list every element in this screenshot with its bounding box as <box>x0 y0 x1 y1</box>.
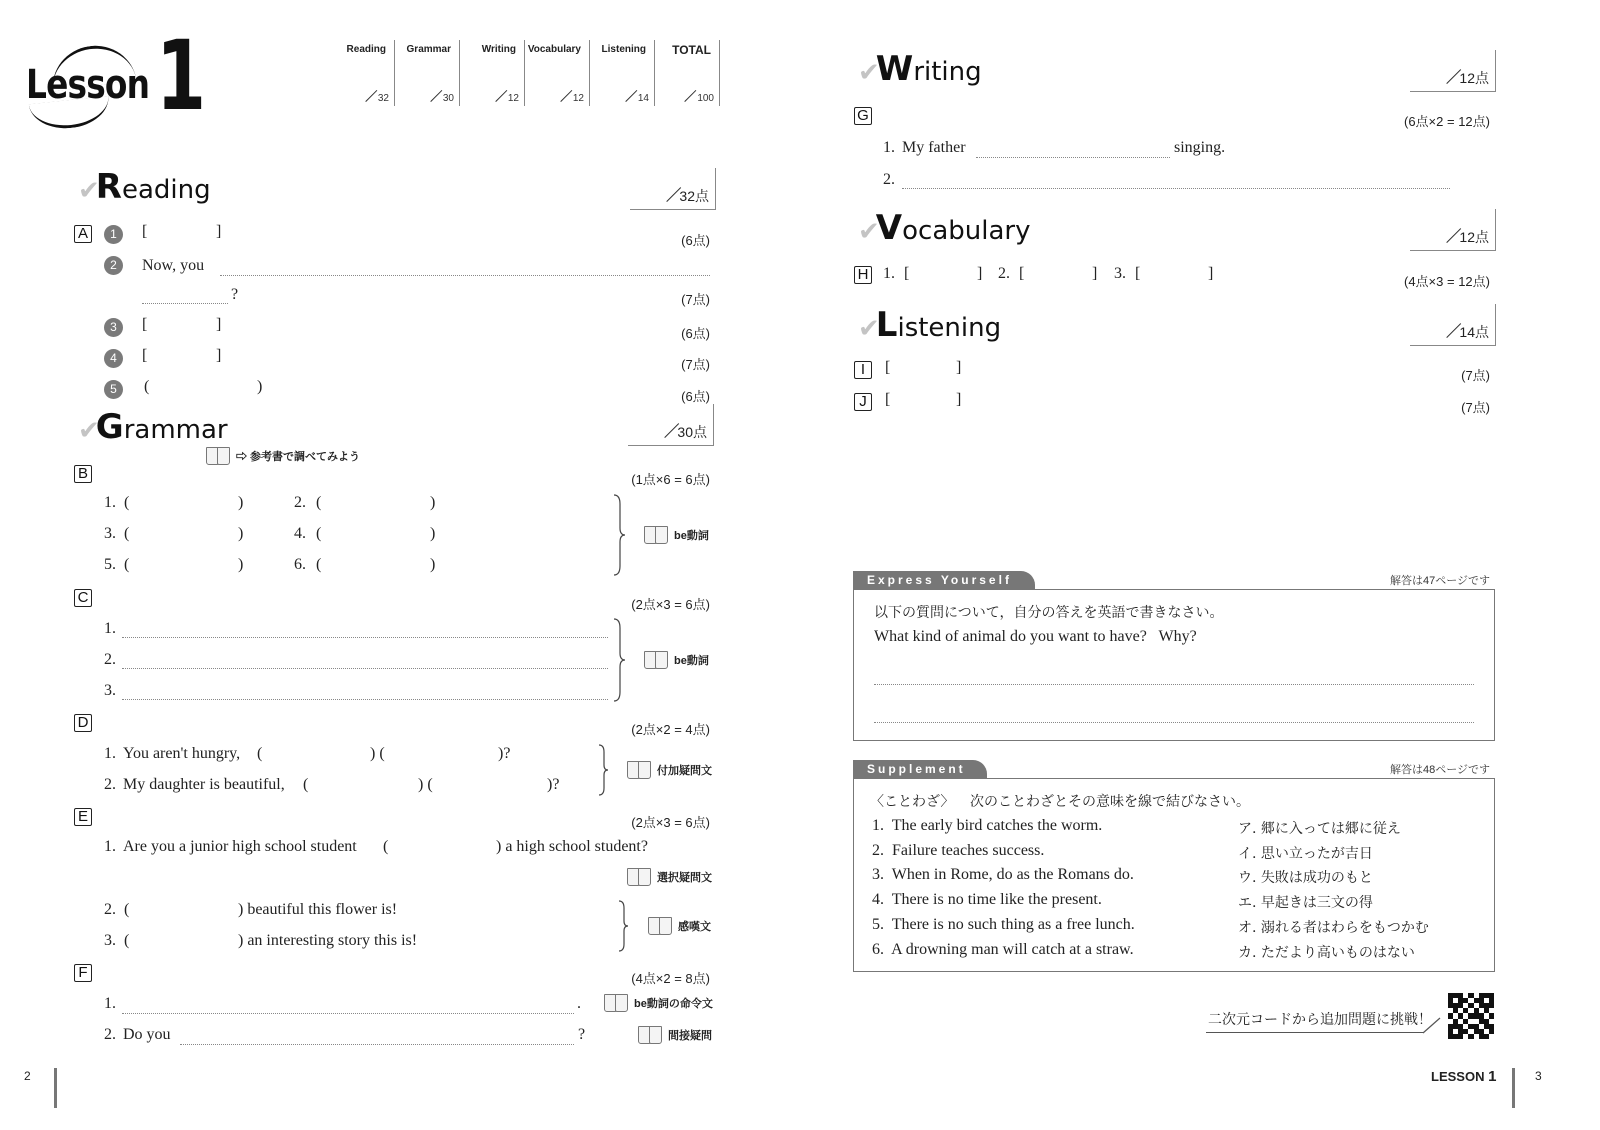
answer-blank[interactable] <box>312 776 412 796</box>
answer-line[interactable] <box>220 275 710 276</box>
slash-mark <box>1447 70 1459 84</box>
item-number: 3. <box>104 932 116 949</box>
page-number-right: 3 <box>1535 1069 1542 1083</box>
score-max <box>366 90 389 104</box>
points-label: (2点×3 = 6点) <box>631 815 710 830</box>
item-number-1: 1 <box>104 225 123 244</box>
paren-open: ( <box>144 378 150 395</box>
score-label: Grammar <box>406 44 451 55</box>
reference-imperative <box>604 994 713 1012</box>
book-icon <box>627 868 651 886</box>
answer-blank[interactable] <box>154 379 254 399</box>
points-label: (7点) <box>1461 368 1490 383</box>
paren-close: ) <box>238 494 244 511</box>
title-rest: eading <box>121 175 211 205</box>
reference-text: 付加疑問文 <box>657 765 712 777</box>
question-mark: ? <box>578 1026 586 1043</box>
score-cell-total <box>655 40 720 106</box>
bracket-close: ] <box>956 359 962 376</box>
bracket-close: ] <box>1208 265 1214 282</box>
score-cell-grammar <box>395 40 460 106</box>
points-label: (6点) <box>681 233 710 248</box>
supplement-instruction: 次のことわざとその意味を線で結びなさい。 <box>970 794 1250 810</box>
slash-mark <box>626 90 638 102</box>
title-initial: W <box>875 49 914 89</box>
item-number: 2. <box>104 1026 116 1043</box>
score-max-value: 100 <box>697 93 714 104</box>
proverb-english[interactable]: 5. There is no such thing as a free lunch. <box>872 916 1135 933</box>
express-yourself-tab: Express Yourself <box>853 571 1035 590</box>
answer-blank[interactable] <box>152 348 216 368</box>
bracket-open: [ <box>885 359 891 376</box>
score-max-value: 32 <box>377 93 389 104</box>
section-title-vocabulary <box>858 208 1031 248</box>
paren-close: ) <box>430 525 436 542</box>
answer-blank[interactable] <box>134 556 234 576</box>
score-max <box>685 90 714 104</box>
section-title-reading <box>78 167 211 207</box>
qr-caption: 二次元コードから追加問題に挑戦！ <box>1208 1012 1432 1028</box>
slash-mark <box>366 90 378 102</box>
bracket-open: [ <box>142 316 148 333</box>
points-label: 12点 <box>1459 229 1489 245</box>
check-icon: ✔ <box>78 176 100 206</box>
bracket-close: ] <box>977 265 983 282</box>
score-cell-reading <box>330 40 395 106</box>
item-text-rest: ) an interesting story this is! <box>238 932 418 949</box>
score-cell-writing <box>460 40 525 106</box>
question-letter-h: H <box>854 266 872 284</box>
bracket-open: [ <box>142 223 148 240</box>
item-number-2: 2 <box>104 256 123 275</box>
proverb-japanese[interactable]: ア. 郷に入っては郷に従え <box>1238 821 1401 837</box>
item-number: 2. <box>104 651 116 668</box>
question-letter-c: C <box>74 589 92 607</box>
check-icon: ✔ <box>858 217 880 247</box>
answer-line[interactable] <box>142 303 228 304</box>
vocabulary-score-box[interactable] <box>1410 209 1496 251</box>
bracket-close: ] <box>216 347 222 364</box>
title-initial: G <box>95 407 124 447</box>
footer-lesson-label <box>1431 1068 1496 1085</box>
brace-icon <box>612 618 626 702</box>
check-icon: ✔ <box>78 416 100 446</box>
period: . <box>577 995 581 1012</box>
answer-line[interactable] <box>122 1013 574 1014</box>
book-icon <box>627 761 651 779</box>
grammar-score-box[interactable] <box>628 404 714 446</box>
points-label: (2点×2 = 4点) <box>631 722 710 737</box>
item-text: My father <box>902 139 966 156</box>
reference-hint <box>206 447 360 465</box>
proverb-label: 〈ことわざ〉 <box>870 794 955 810</box>
page-number-left: 2 <box>24 1069 31 1083</box>
book-icon <box>644 651 668 669</box>
answer-blank[interactable] <box>895 391 953 411</box>
writing-score-box[interactable] <box>1410 50 1496 92</box>
proverb-english[interactable]: 3. When in Rome, do as the Romans do. <box>872 866 1134 883</box>
item-number: 1. <box>883 265 895 282</box>
title-initial: V <box>875 208 903 248</box>
score-max <box>431 90 454 104</box>
question-letter-f: F <box>74 964 92 982</box>
proverb-english[interactable]: 1. The early bird catches the worm. <box>872 817 1103 834</box>
reference-indirect-question <box>638 1026 712 1044</box>
bracket-open: [ <box>904 265 910 282</box>
proverb-japanese[interactable]: オ. 溺れる者はわらをもつかむ <box>1238 920 1429 936</box>
book-icon <box>206 447 230 465</box>
answer-line[interactable] <box>122 699 608 700</box>
book-icon <box>604 994 628 1012</box>
item-text-rest: ) a high school student? <box>496 838 648 855</box>
score-max-value: 14 <box>637 93 649 104</box>
question-letter-a: A <box>74 225 92 243</box>
score-max <box>496 90 519 104</box>
answer-blank[interactable] <box>392 745 492 765</box>
paren-open: ( <box>124 494 130 511</box>
section-title-writing <box>858 49 982 89</box>
brace-icon <box>612 494 626 576</box>
paren-open: ( <box>383 838 389 855</box>
listening-score-box[interactable] <box>1410 304 1496 346</box>
item-number: 2. <box>294 494 306 511</box>
bracket-open: [ <box>1135 265 1141 282</box>
title-rest: ocabulary <box>902 216 1031 246</box>
slash-mark <box>1447 324 1459 338</box>
item-number: 2. <box>998 265 1010 282</box>
score-max-value: 12 <box>507 93 519 104</box>
title-initial: R <box>95 167 122 207</box>
reference-text: be動詞 <box>674 530 709 542</box>
answer-blank[interactable] <box>392 838 492 858</box>
item-text: Are you a junior high school student <box>123 838 357 855</box>
proverb-english[interactable]: 6. A drowning man will catch at a straw. <box>872 941 1134 958</box>
lesson-number: 1 <box>156 20 207 132</box>
proverb-english[interactable]: 4. There is no time like the present. <box>872 891 1102 908</box>
qr-code-icon[interactable] <box>1448 993 1494 1039</box>
caption-underline <box>1206 1032 1424 1033</box>
title-rest: rammar <box>123 415 228 445</box>
answer-blank[interactable] <box>1145 265 1205 285</box>
item-number: 1. <box>104 745 116 762</box>
paren-open: ( <box>124 556 130 573</box>
item-text: Now, you <box>142 257 205 274</box>
title-initial: L <box>875 305 898 345</box>
check-icon: ✔ <box>858 58 880 88</box>
question-letter-e: E <box>74 808 92 826</box>
bracket-close: ] <box>216 316 222 333</box>
item-number: 5. <box>104 556 116 573</box>
paren-pair: ) ( <box>418 776 433 793</box>
item-number: 1. <box>104 620 116 637</box>
paren-open: ( <box>303 776 309 793</box>
score-label: Listening <box>601 44 646 55</box>
reference-exclamation <box>648 917 711 935</box>
points-label: 32点 <box>679 188 709 204</box>
points-label: (4点×2 = 8点) <box>631 971 710 986</box>
item-text: My daughter is beautiful, <box>123 776 285 793</box>
answer-line[interactable] <box>122 637 608 638</box>
paren-close: ) <box>238 525 244 542</box>
question-letter-i: I <box>854 361 872 379</box>
points-label: (7点) <box>1461 400 1490 415</box>
item-text-rest: singing. <box>1174 139 1226 156</box>
points-label: (7点) <box>681 357 710 372</box>
reference-text: 選択疑問文 <box>657 872 712 884</box>
paren-open: ( <box>316 556 322 573</box>
bracket-open: [ <box>142 347 148 364</box>
reference-alternative-question <box>627 868 712 886</box>
reference-be-verb <box>644 651 709 669</box>
answer-blank[interactable] <box>152 317 216 337</box>
answer-blank[interactable] <box>326 556 426 576</box>
item-number-3: 3 <box>104 318 123 337</box>
proverb-japanese[interactable]: エ. 早起きは三文の得 <box>1238 895 1373 911</box>
answer-line[interactable] <box>874 684 1474 685</box>
item-number: 1. <box>104 838 116 855</box>
question-mark: ? <box>231 286 239 303</box>
answer-blank[interactable] <box>134 494 234 514</box>
paren-open: ( <box>124 932 130 949</box>
proverb-japanese[interactable]: ウ. 失敗は成功のもと <box>1238 870 1373 886</box>
paren-open: ( <box>124 901 130 918</box>
paren-open: ( <box>316 525 322 542</box>
paren-close: ) <box>257 378 263 395</box>
answer-line[interactable] <box>122 668 608 669</box>
item-number: 3. <box>104 682 116 699</box>
score-table <box>330 40 720 106</box>
pointer-line <box>1422 1016 1442 1034</box>
slash-mark <box>685 90 697 102</box>
reference-text: be動詞 <box>674 655 709 667</box>
slash-mark <box>431 90 443 102</box>
paren-open: ( <box>316 494 322 511</box>
item-text-rest: ) beautiful this flower is! <box>238 901 398 918</box>
reference-text: be動詞の命令文 <box>634 998 713 1010</box>
item-number-5: 5 <box>104 380 123 399</box>
item-number-4: 4 <box>104 349 123 368</box>
book-icon <box>638 1026 662 1044</box>
paren-close: ) <box>238 556 244 573</box>
points-label: (6点) <box>681 326 710 341</box>
score-max <box>626 90 649 104</box>
express-instruction: 以下の質問について，自分の答えを英語で書きなさい。 <box>874 605 1224 621</box>
slash-mark <box>665 424 677 438</box>
reference-text: 間接疑問 <box>668 1030 712 1042</box>
points-label: (6点) <box>681 389 710 404</box>
answer-blank[interactable] <box>134 932 234 952</box>
title-rest: riting <box>913 57 982 87</box>
express-question: What kind of animal do you want to have? Why? <box>874 628 1197 645</box>
answer-blank[interactable] <box>152 224 216 244</box>
item-number: 2. <box>104 776 116 793</box>
reference-hint-text: ⇨ 参考書で調べてみよう <box>236 451 361 463</box>
bracket-open: [ <box>1019 265 1025 282</box>
points-label: (2点×3 = 6点) <box>631 597 710 612</box>
footer-lesson-number: 1 <box>1488 1068 1497 1085</box>
proverb-japanese[interactable]: イ. 思い立ったが吉日 <box>1238 846 1373 862</box>
slash-mark <box>1447 229 1459 243</box>
score-label: Vocabulary <box>527 44 581 55</box>
paren-open: ( <box>124 525 130 542</box>
item-number: 3. <box>104 525 116 542</box>
answer-blank[interactable] <box>134 525 234 545</box>
question-letter-b: B <box>74 465 92 483</box>
check-icon: ✔ <box>858 314 880 344</box>
answer-line[interactable] <box>874 722 1474 723</box>
book-icon <box>644 526 668 544</box>
footer-divider <box>1512 1068 1515 1108</box>
paren-close: )? <box>498 745 511 762</box>
paren-close: )? <box>547 776 560 793</box>
answer-blank[interactable] <box>440 776 540 796</box>
slash-mark <box>496 90 508 102</box>
brace-icon <box>617 900 629 952</box>
reference-tag-question <box>627 761 712 779</box>
question-letter-d: D <box>74 714 92 732</box>
bracket-close: ] <box>216 223 222 240</box>
answer-line[interactable] <box>902 188 1450 189</box>
bracket-open: [ <box>885 391 891 408</box>
item-text: You aren't hungry, <box>123 745 241 762</box>
footer-divider <box>54 1068 57 1108</box>
reference-text: 感嘆文 <box>678 921 711 933</box>
answer-page-note: 解答は47ページです <box>1390 575 1491 587</box>
points-label: (1点×6 = 6点) <box>631 472 710 487</box>
book-icon <box>648 917 672 935</box>
reference-be-verb <box>644 526 709 544</box>
score-max-value: 30 <box>442 93 454 104</box>
slash-mark <box>667 188 679 202</box>
score-max-value: 12 <box>572 93 584 104</box>
score-label: Writing <box>481 44 516 55</box>
points-label: (4点×3 = 12点) <box>1404 274 1490 289</box>
paren-close: ) <box>430 556 436 573</box>
slash-mark <box>561 90 573 102</box>
proverb-japanese[interactable]: カ. ただより高いものはない <box>1238 945 1415 961</box>
score-label: TOTAL <box>672 43 711 57</box>
answer-blank[interactable] <box>326 494 426 514</box>
paren-close: ) <box>430 494 436 511</box>
points-label: 12点 <box>1459 70 1489 86</box>
bracket-close: ] <box>956 391 962 408</box>
section-title-grammar <box>78 407 228 447</box>
lesson-logo-word: Lesson <box>26 62 150 108</box>
paren-pair: ) ( <box>370 745 385 762</box>
footer-lesson-word: LESSON <box>1431 1069 1485 1084</box>
answer-blank[interactable] <box>326 525 426 545</box>
reading-score-box[interactable] <box>630 168 716 210</box>
score-cell-listening <box>590 40 655 106</box>
item-number: 2. <box>883 171 895 188</box>
score-max <box>561 90 584 104</box>
points-label: (7点) <box>681 292 710 307</box>
item-number: 1. <box>104 494 116 511</box>
answer-line[interactable] <box>180 1044 574 1045</box>
points-label: 30点 <box>677 424 707 440</box>
answer-line[interactable] <box>976 157 1170 158</box>
paren-open: ( <box>257 745 263 762</box>
question-letter-j: J <box>854 393 872 411</box>
answer-blank[interactable] <box>1029 265 1089 285</box>
bracket-close: ] <box>1092 265 1098 282</box>
score-label: Reading <box>346 44 386 55</box>
item-number: 6. <box>294 556 306 573</box>
item-text: Do you <box>123 1026 171 1043</box>
score-cell-vocabulary <box>525 40 590 106</box>
item-number: 1. <box>104 995 116 1012</box>
answer-blank[interactable] <box>914 265 974 285</box>
supplement-tab: Supplement <box>853 760 987 779</box>
answer-page-note: 解答は48ページです <box>1390 764 1491 776</box>
section-title-listening <box>858 305 1002 345</box>
points-label: 14点 <box>1459 324 1489 340</box>
item-number: 3. <box>1114 265 1126 282</box>
answer-blank[interactable] <box>895 359 953 379</box>
title-rest: istening <box>897 313 1002 343</box>
answer-blank[interactable] <box>134 901 234 921</box>
question-letter-g: G <box>854 107 872 125</box>
item-number: 1. <box>883 139 895 156</box>
points-label: (6点×2 = 12点) <box>1404 114 1490 129</box>
item-number: 2. <box>104 901 116 918</box>
proverb-english[interactable]: 2. Failure teaches success. <box>872 842 1045 859</box>
item-number: 4. <box>294 525 306 542</box>
brace-icon <box>597 744 609 796</box>
answer-blank[interactable] <box>266 745 366 765</box>
